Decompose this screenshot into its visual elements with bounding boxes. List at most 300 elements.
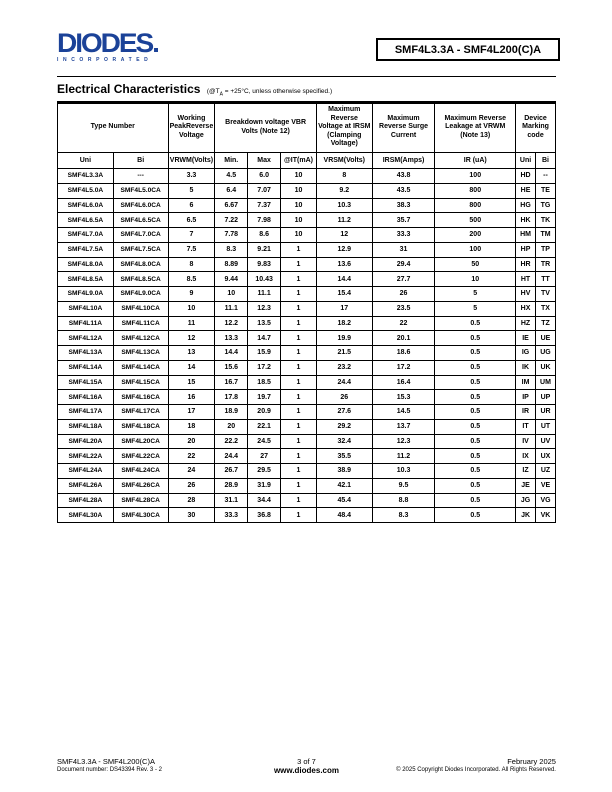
- cell: TZ: [536, 316, 556, 331]
- page-footer: [57, 757, 556, 775]
- cell: 22: [372, 316, 435, 331]
- cell: 1: [281, 257, 317, 272]
- cell: 15.9: [248, 346, 281, 361]
- cell: 1: [281, 272, 317, 287]
- section-title: Electrical Characteristics: [57, 82, 201, 96]
- column-group-header: Maximum Reverse Voltage at IRSM (Clamping Voltage): [316, 103, 372, 153]
- cell: 11: [168, 316, 215, 331]
- cell: IZ: [516, 464, 536, 479]
- cell: 34.4: [248, 493, 281, 508]
- cell: 26: [372, 287, 435, 302]
- cell: 6.5: [168, 213, 215, 228]
- cell: 33.3: [215, 508, 248, 523]
- cell: UG: [536, 346, 556, 361]
- cell: 10.43: [248, 272, 281, 287]
- table-row: [58, 390, 556, 405]
- cell: 1: [281, 346, 317, 361]
- cell: 8.3: [372, 508, 435, 523]
- cell: UK: [536, 360, 556, 375]
- cell: SMF4L6.0CA: [113, 198, 168, 213]
- cell: 35.7: [372, 213, 435, 228]
- cell: SMF4L30A: [58, 508, 114, 523]
- cell: 31.9: [248, 478, 281, 493]
- electrical-characteristics-table-wrapper: [57, 102, 556, 523]
- cell: UE: [536, 331, 556, 346]
- cell: 13.3: [215, 331, 248, 346]
- footer-page-indicator: 3 of 7: [297, 757, 316, 766]
- cell: 15.6: [215, 360, 248, 375]
- cell: VG: [536, 493, 556, 508]
- cell: SMF4L12CA: [113, 331, 168, 346]
- cell: 10: [281, 228, 317, 243]
- cell: HE: [516, 183, 536, 198]
- table-header-sub-row: [58, 153, 556, 169]
- cell: 31: [372, 242, 435, 257]
- cell: VE: [536, 478, 556, 493]
- cell: 48.4: [316, 508, 372, 523]
- column-subheader: VRWM(Volts): [168, 153, 215, 169]
- cell: 0.5: [435, 464, 516, 479]
- cell: SMF4L7.5CA: [113, 242, 168, 257]
- cell: 10: [281, 213, 317, 228]
- column-subheader: VRSM(Volts): [316, 153, 372, 169]
- cell: 11.1: [215, 301, 248, 316]
- cell: 27: [248, 449, 281, 464]
- cell: 22: [168, 449, 215, 464]
- cell: UM: [536, 375, 556, 390]
- cell: 28: [168, 493, 215, 508]
- electrical-characteristics-table: [57, 102, 556, 523]
- cell: 32.4: [316, 434, 372, 449]
- cell: IR: [516, 405, 536, 420]
- cell: 35.5: [316, 449, 372, 464]
- section-conditions: ($@T_A = +25^\circ C$, unless otherwise specified.): [206, 88, 333, 98]
- cell: 17.2: [372, 360, 435, 375]
- cell: IG: [516, 346, 536, 361]
- cell: TG: [536, 198, 556, 213]
- cell: 23.5: [372, 301, 435, 316]
- cell: IE: [516, 331, 536, 346]
- cell: 24.4: [215, 449, 248, 464]
- cell: SMF4L11CA: [113, 316, 168, 331]
- cell: 800: [435, 198, 516, 213]
- cell: SMF4L7.5A: [58, 242, 114, 257]
- cell: SMF4L16A: [58, 390, 114, 405]
- cell: SMF4L16CA: [113, 390, 168, 405]
- cell: HR: [516, 257, 536, 272]
- cell: UZ: [536, 464, 556, 479]
- column-subheader: Uni: [58, 153, 114, 169]
- cell: 8: [316, 169, 372, 184]
- table-row: [58, 508, 556, 523]
- table-row: [58, 331, 556, 346]
- table-row: [58, 301, 556, 316]
- cell: 19.9: [316, 331, 372, 346]
- cell: SMF4L6.0A: [58, 198, 114, 213]
- cell: 1: [281, 242, 317, 257]
- cell: SMF4L17CA: [113, 405, 168, 420]
- table-row: [58, 464, 556, 479]
- diodes-logo-incorporated: INCORPORATED: [57, 57, 153, 63]
- part-number-box: [376, 38, 560, 61]
- cell: 6.0: [248, 169, 281, 184]
- cell: SMF4L28A: [58, 493, 114, 508]
- cell: 18.2: [316, 316, 372, 331]
- cell: 17: [316, 301, 372, 316]
- cell: 1: [281, 360, 317, 375]
- cell: SMF4L18A: [58, 419, 114, 434]
- cell: 20: [215, 419, 248, 434]
- cell: SMF4L18CA: [113, 419, 168, 434]
- cell: UP: [536, 390, 556, 405]
- cell: UT: [536, 419, 556, 434]
- cell: SMF4L24A: [58, 464, 114, 479]
- cell: SMF4L5.0CA: [113, 183, 168, 198]
- cell: TT: [536, 272, 556, 287]
- cell: 26.7: [215, 464, 248, 479]
- cell: 14: [168, 360, 215, 375]
- table-header-group-row: [58, 103, 556, 153]
- cell: 7.5: [168, 242, 215, 257]
- cell: 100: [435, 169, 516, 184]
- cell: SMF4L30CA: [113, 508, 168, 523]
- cell: 12.3: [248, 301, 281, 316]
- cell: JG: [516, 493, 536, 508]
- part-number-range: SMF4L3.3A - SMF4L200(C)A: [394, 43, 542, 56]
- table-row: [58, 434, 556, 449]
- cell: IV: [516, 434, 536, 449]
- cell: 8.3: [215, 242, 248, 257]
- cell: SMF4L15A: [58, 375, 114, 390]
- cell: 1: [281, 331, 317, 346]
- cell: 12.2: [215, 316, 248, 331]
- cell: SMF4L20CA: [113, 434, 168, 449]
- cell: 8.6: [248, 228, 281, 243]
- cell: 7.22: [215, 213, 248, 228]
- cell: 7.37: [248, 198, 281, 213]
- cell: HX: [516, 301, 536, 316]
- cell: SMF4L22CA: [113, 449, 168, 464]
- cell: 14.4: [215, 346, 248, 361]
- cell: 12: [316, 228, 372, 243]
- cell: 9: [168, 287, 215, 302]
- cell: 12.3: [372, 434, 435, 449]
- diodes-logo-wordmark: DIODES.: [57, 28, 158, 58]
- cell: 29.2: [316, 419, 372, 434]
- cell: 1: [281, 464, 317, 479]
- column-subheader: IRSM(Amps): [372, 153, 435, 169]
- cell: 0.5: [435, 493, 516, 508]
- cell: 1: [281, 301, 317, 316]
- cell: 9.2: [316, 183, 372, 198]
- cell: HK: [516, 213, 536, 228]
- table-row: [58, 360, 556, 375]
- table-row: [58, 316, 556, 331]
- column-group-header: Device Marking code: [516, 103, 556, 153]
- cell: 1: [281, 419, 317, 434]
- cell: 100: [435, 242, 516, 257]
- cell: SMF4L14CA: [113, 360, 168, 375]
- cell: 17.8: [215, 390, 248, 405]
- cell: 4.5: [215, 169, 248, 184]
- cell: 8.8: [372, 493, 435, 508]
- column-subheader: Bi: [113, 153, 168, 169]
- cell: SMF4L22A: [58, 449, 114, 464]
- cell: SMF4L24CA: [113, 464, 168, 479]
- cell: IM: [516, 375, 536, 390]
- cell: SMF4L15CA: [113, 375, 168, 390]
- column-subheader: Bi: [536, 153, 556, 169]
- cell: 16.7: [215, 375, 248, 390]
- cell: 6: [168, 198, 215, 213]
- cell: TX: [536, 301, 556, 316]
- cell: SMF4L14A: [58, 360, 114, 375]
- table-row: [58, 478, 556, 493]
- footer-date: February 2025: [507, 757, 556, 766]
- cell: 8: [168, 257, 215, 272]
- cell: SMF4L17A: [58, 405, 114, 420]
- cell: 3.3: [168, 169, 215, 184]
- cell: SMF4L13CA: [113, 346, 168, 361]
- cell: 13.7: [372, 419, 435, 434]
- cell: 9.83: [248, 257, 281, 272]
- table-row: [58, 228, 556, 243]
- cell: 19.7: [248, 390, 281, 405]
- table-row: [58, 169, 556, 184]
- cell: SMF4L13A: [58, 346, 114, 361]
- table-row: [58, 375, 556, 390]
- footer-copyright: © 2025 Copyright Diodes Incorporated. All Rights Reserved.: [396, 767, 556, 773]
- cell: SMF4L6.5A: [58, 213, 114, 228]
- cell: TK: [536, 213, 556, 228]
- cell: 20.9: [248, 405, 281, 420]
- cell: SMF4L26CA: [113, 478, 168, 493]
- cell: 17.2: [248, 360, 281, 375]
- cell: 33.3: [372, 228, 435, 243]
- column-group-header: Type Number: [58, 103, 169, 153]
- cell: SMF4L11A: [58, 316, 114, 331]
- cell: 11.2: [316, 213, 372, 228]
- cell: 31.1: [215, 493, 248, 508]
- column-subheader: Max: [248, 153, 281, 169]
- cell: 18: [168, 419, 215, 434]
- footer-website-link[interactable]: www.diodes.com: [273, 766, 339, 775]
- cell: HD: [516, 169, 536, 184]
- cell: 1: [281, 405, 317, 420]
- cell: 14.4: [316, 272, 372, 287]
- cell: SMF4L9.0CA: [113, 287, 168, 302]
- cell: VK: [536, 508, 556, 523]
- cell: 6.4: [215, 183, 248, 198]
- cell: 20.1: [372, 331, 435, 346]
- cell: SMF4L5.0A: [58, 183, 114, 198]
- cell: 1: [281, 287, 317, 302]
- cell: 10: [168, 301, 215, 316]
- cell: 18.9: [215, 405, 248, 420]
- cell: UR: [536, 405, 556, 420]
- cell: 9.44: [215, 272, 248, 287]
- cell: 43.8: [372, 169, 435, 184]
- cell: TV: [536, 287, 556, 302]
- cell: 14.7: [248, 331, 281, 346]
- cell: 24: [168, 464, 215, 479]
- cell: 38.9: [316, 464, 372, 479]
- section-heading: [57, 76, 556, 104]
- cell: 1: [281, 508, 317, 523]
- column-subheader: @IT(mA): [281, 153, 317, 169]
- cell: 8.5: [168, 272, 215, 287]
- cell: 7.78: [215, 228, 248, 243]
- cell: 8.89: [215, 257, 248, 272]
- cell: HV: [516, 287, 536, 302]
- cell: 28.9: [215, 478, 248, 493]
- cell: SMF4L8.0CA: [113, 257, 168, 272]
- cell: 21.5: [316, 346, 372, 361]
- cell: HG: [516, 198, 536, 213]
- column-subheader: Min.: [215, 153, 248, 169]
- cell: HT: [516, 272, 536, 287]
- footer-doc-number: Document number: DS43394 Rev. 3 - 2: [57, 767, 162, 773]
- cell: 5: [435, 301, 516, 316]
- cell: 50: [435, 257, 516, 272]
- cell: 10.3: [372, 464, 435, 479]
- cell: 0.5: [435, 419, 516, 434]
- cell: 12: [168, 331, 215, 346]
- cell: TR: [536, 257, 556, 272]
- footer-left: [57, 757, 247, 775]
- cell: 1: [281, 390, 317, 405]
- cell: 23.2: [316, 360, 372, 375]
- cell: 0.5: [435, 360, 516, 375]
- cell: 9.5: [372, 478, 435, 493]
- cell: ---: [113, 169, 168, 184]
- cell: 0.5: [435, 449, 516, 464]
- cell: 15.4: [316, 287, 372, 302]
- cell: SMF4L3.3A: [58, 169, 114, 184]
- cell: 27.7: [372, 272, 435, 287]
- cell: 14.5: [372, 405, 435, 420]
- cell: SMF4L7.0CA: [113, 228, 168, 243]
- table-row: [58, 287, 556, 302]
- cell: 5: [435, 287, 516, 302]
- table-row: [58, 419, 556, 434]
- cell: 18.6: [372, 346, 435, 361]
- cell: TM: [536, 228, 556, 243]
- cell: 15.3: [372, 390, 435, 405]
- cell: SMF4L8.5A: [58, 272, 114, 287]
- cell: JK: [516, 508, 536, 523]
- cell: 5: [168, 183, 215, 198]
- cell: 22.1: [248, 419, 281, 434]
- cell: 7: [168, 228, 215, 243]
- cell: SMF4L12A: [58, 331, 114, 346]
- table-row: [58, 493, 556, 508]
- cell: 0.5: [435, 331, 516, 346]
- cell: 36.8: [248, 508, 281, 523]
- cell: 16: [168, 390, 215, 405]
- cell: 16.4: [372, 375, 435, 390]
- cell: --: [536, 169, 556, 184]
- cell: SMF4L20A: [58, 434, 114, 449]
- table-row: [58, 449, 556, 464]
- cell: 26: [168, 478, 215, 493]
- cell: 9.21: [248, 242, 281, 257]
- cell: 6.67: [215, 198, 248, 213]
- cell: 24.4: [316, 375, 372, 390]
- cell: SMF4L8.5CA: [113, 272, 168, 287]
- column-subheader: Uni: [516, 153, 536, 169]
- column-group-header: Working PeakReverse Voltage: [168, 103, 215, 153]
- cell: 500: [435, 213, 516, 228]
- table-row: [58, 405, 556, 420]
- cell: HM: [516, 228, 536, 243]
- cell: 26: [316, 390, 372, 405]
- cell: SMF4L6.5CA: [113, 213, 168, 228]
- cell: 18.5: [248, 375, 281, 390]
- cell: IK: [516, 360, 536, 375]
- cell: 45.4: [316, 493, 372, 508]
- cell: 800: [435, 183, 516, 198]
- cell: 0.5: [435, 390, 516, 405]
- cell: 30: [168, 508, 215, 523]
- cell: 0.5: [435, 405, 516, 420]
- table-row: [58, 346, 556, 361]
- cell: 10: [281, 169, 317, 184]
- table-row: [58, 213, 556, 228]
- cell: 1: [281, 449, 317, 464]
- cell: 10: [435, 272, 516, 287]
- cell: 43.5: [372, 183, 435, 198]
- cell: 13.6: [316, 257, 372, 272]
- cell: 7.07: [248, 183, 281, 198]
- cell: 1: [281, 434, 317, 449]
- cell: SMF4L10A: [58, 301, 114, 316]
- cell: 1: [281, 478, 317, 493]
- table-row: [58, 242, 556, 257]
- cell: SMF4L10CA: [113, 301, 168, 316]
- cell: 10.3: [316, 198, 372, 213]
- column-group-header: Maximum Reverse Leakage at VRWM (Note 13): [435, 103, 516, 153]
- cell: 7.98: [248, 213, 281, 228]
- cell: IT: [516, 419, 536, 434]
- cell: TE: [536, 183, 556, 198]
- cell: 13.5: [248, 316, 281, 331]
- footer-right: [366, 757, 556, 775]
- table-header: [58, 103, 556, 169]
- cell: 12.9: [316, 242, 372, 257]
- cell: UV: [536, 434, 556, 449]
- cell: 0.5: [435, 434, 516, 449]
- cell: SMF4L26A: [58, 478, 114, 493]
- column-group-header: Breakdown voltage VBR Volts (Note 12): [215, 103, 317, 153]
- cell: 10: [281, 198, 317, 213]
- cell: 11.2: [372, 449, 435, 464]
- cell: 0.5: [435, 346, 516, 361]
- cell: SMF4L8.0A: [58, 257, 114, 272]
- cell: 0.5: [435, 375, 516, 390]
- cell: SMF4L9.0A: [58, 287, 114, 302]
- cell: 11.1: [248, 287, 281, 302]
- cell: 0.5: [435, 316, 516, 331]
- table-row: [58, 198, 556, 213]
- cell: 29.5: [248, 464, 281, 479]
- cell: JE: [516, 478, 536, 493]
- cell: 22.2: [215, 434, 248, 449]
- cell: 24.5: [248, 434, 281, 449]
- table-row: [58, 272, 556, 287]
- cell: 13: [168, 346, 215, 361]
- diodes-logo: [57, 28, 158, 63]
